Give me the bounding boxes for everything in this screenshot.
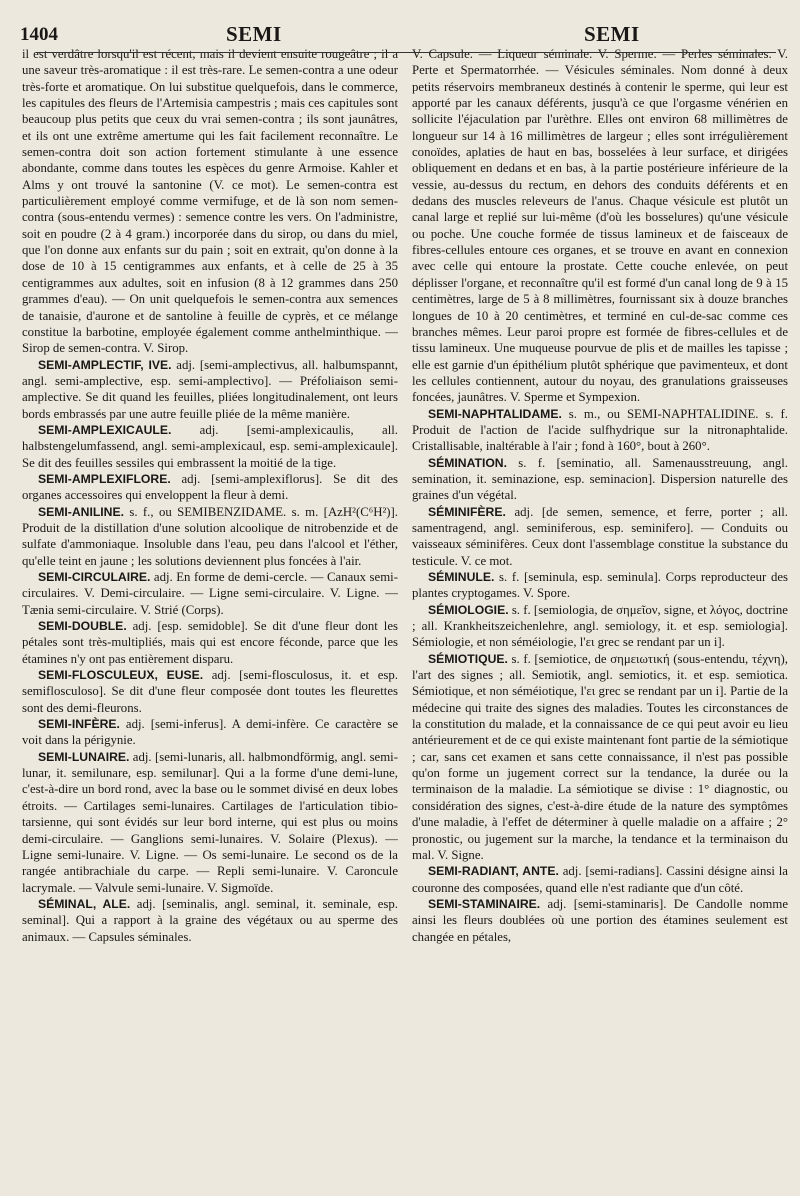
entry-headword: SEMI-DOUBLE. xyxy=(38,619,127,634)
entry-body: s. f., ou SEMIBENZIDAME. s. m. [AzH²(C⁶H²)]. Produit de la distillation d'une solution alcoolique de nitrobenzide et de sulfate d'ammoniaque. Insoluble dans l'eau, peu dans l'alcool et l'éther, qu'elle teint en jaune ; les solutions deviennent plus foncées à l'air. xyxy=(22,504,398,568)
entry-body: adj. [seminalis, angl. seminal, it. seminale, esp. seminal]. Qui a rapport à la graine des végétaux ou au sperme des animaux. — Capsules séminales. xyxy=(22,896,398,944)
dictionary-entry xyxy=(412,406,788,455)
columns xyxy=(14,46,788,1196)
entry-body: adj. [semi-amplexiflorus]. Se dit des organes accessoires qui enveloppent la fleur à demi. xyxy=(22,471,398,503)
dictionary-entry xyxy=(412,863,788,896)
entry-body: adj. [semi-inferus]. A demi-infère. Ce caractère se voit dans la périgynie. xyxy=(22,717,398,748)
entry-body: adj. [de semen, semence, et ferre, porter ; all. samentragend, angl. seminiferous, esp. seminifero]. — Conduits ou vaisseaux séminifères. Ceux dont l'assemblage constitue la substance du testicule. V. ce mot. xyxy=(412,504,788,568)
entry-headword: SEMI-CIRCULAIRE. xyxy=(38,570,151,584)
left-column xyxy=(14,46,398,1196)
dictionary-entry xyxy=(412,896,788,945)
dictionary-entry xyxy=(22,618,398,667)
dictionary-entry xyxy=(412,569,788,602)
entry-headword: SEMI-ANILINE. xyxy=(38,504,124,519)
entry-body: adj. [semi-lunaris, all. halbmondförmig, angl. semi-lunar, it. semilunare, esp. semilunar]. Qui a la forme d'une demi-lune, c'est-à-dire un bord rond, avec la base ou le sommet divisé en deux lobes étroits. — Cartilages semi-lunaires. Cartilages de l'articulation tibio-tarsienne, qui sont évidés sur leur bord interne, qui est plus ou moins demi-circulaire. — Ganglions semi-lunaires. V. Solaire (Plexus). — Ligne semi-lunaire. V. Ligne. — Os semi-lunaire. Le second os de la rangée antibrachiale du carpe. — Repli semi-lunaire. V. Caroncule lacrymale. — Valvule semi-lunaire. V. Sigmoïde. xyxy=(22,749,398,895)
entry-headword: SÉMINAL, ALE. xyxy=(38,896,131,911)
dictionary-entry xyxy=(22,667,398,716)
entry-body: adj. [semi-amplectivus, all. halbumspannt, angl. semi-amplective, esp. semi-amplectivo]. — Préfoliaison semi-amplective. Se dit quand les feuilles, pliées longitudinalement, ont leurs bords embrassés par une autre feuille pliée de la même manière. xyxy=(22,357,398,421)
dictionary-entry xyxy=(412,504,788,569)
entry-headword: SEMI-LUNAIRE. xyxy=(38,749,130,764)
entry-headword: SEMI-AMPLEXICAULE. xyxy=(38,422,172,437)
dictionary-entry xyxy=(22,504,398,569)
entry-headword: SEMI-AMPLEXIFLORE. xyxy=(38,471,171,486)
header-rule xyxy=(36,52,776,53)
entry-body: s. f. [seminatio, all. Samenausstreuung, angl. semination, it. seminazione, esp. seminacion]. Dispersion naturelle des graines d'un végétal. xyxy=(412,455,788,503)
entry-headword: SEMI-STAMINAIRE. xyxy=(428,896,541,911)
entry-body: adj. [semi-amplexicaulis, all. halbstengelumfassend, angl. semi-amplexicaul, esp. semi-amplexicaule]. Se dit des feuilles sessiles qui embrassent la moitié de la tige. xyxy=(22,422,398,470)
entry-body: adj. [semi-staminaris]. De Candolle nomme ainsi les fleurs doublées où une portion des étamines seulement est changée en pétales, xyxy=(412,896,788,944)
entry-headword: SÉMINATION. xyxy=(428,455,507,470)
entry-body: s. f. [semiotice, de σημειωτική (sous-entendu, τέχνη), l'art des signes ; all. Semiotik, angl. semiotics, it. et esp. semiotica. Sémiotique, et non séméiotique, l'ει grec se rendant par un i]. Partie de la médecine qui traite des signes des maladies. Toutes les circonstances de la constitution du malade, et la connaissance de ce qui peut avoir eu lieu antérieurement et de ce qui existe maintenant font partie de la sémiotique ; car, sans cet examen et sans cette connaissance, il n'est pas possible qu'on forme un jugement correct sur la tendance, la durée ou la terminaison de la maladie. La sémiotique se divise : 1° diagnostic, ou considération des signes, c'est-à-dire étude de la nature des symptômes d'une maladie, à l'effet de déterminer à quelle maladie on a affaire ; 2° pronostic, ou jugement sur la marche, la tendance et la terminaison du mal. V. Signe. xyxy=(412,651,788,862)
dictionary-entry xyxy=(22,471,398,504)
entry-headword: SEMI-NAPHTALIDAME. xyxy=(428,406,562,421)
dictionary-entry xyxy=(22,422,398,471)
dictionary-entry xyxy=(412,602,788,651)
entry-headword: SÉMINIFÈRE. xyxy=(428,504,506,519)
dictionary-entry xyxy=(412,651,788,863)
right-column xyxy=(412,46,788,1196)
dictionary-entry xyxy=(22,357,398,422)
dictionary-entry xyxy=(22,716,398,749)
entry-headword: SÉMIOTIQUE. xyxy=(428,651,508,666)
entry-body: adj. En forme de demi-cercle. — Canaux semi-circulaires. V. Demi-circulaire. — Ligne semi-circulaire. V. Ligne. — Tænia semi-circulaire. V. Strié (Corps). xyxy=(22,570,398,617)
entry-headword: SEMI-AMPLECTIF, IVE. xyxy=(38,357,172,372)
entry-headword: SÉMINULE. xyxy=(428,570,495,584)
entry-headword: SEMI-RADIANT, ANTE. xyxy=(428,864,559,879)
entry-body: s. m., ou SEMI-NAPHTALIDINE. s. f. Produit de l'action de l'acide sulfhydrique sur la nitronaphtalide. Cristallisable, inaltérable à l'air ; fond à 160°, bout à 260°. xyxy=(412,406,788,454)
entry-body: adj. [semi-radians]. Cassini désigne ainsi la couronne des composées, quand elle n'est radiante que d'un côté. xyxy=(412,864,788,895)
dictionary-entry xyxy=(22,896,398,945)
entry-body: s. f. [semiologia, de σημεῖον, signe, et λόγος, doctrine ; all. Krankheitszeichenlehre, angl. semiology, it. et esp. semiologia]. Sémiologie, et non séméiologie, l'ει grec se rendant par un i]. xyxy=(412,602,788,650)
entry-headword: SEMI-INFÈRE. xyxy=(38,717,120,732)
dictionary-entry xyxy=(22,749,398,896)
running-head-right: SEMI xyxy=(584,22,640,46)
entry-continuation: V. Capsule. — Liqueur séminale. V. Sperme. — Perles séminales. V. Perte et Spermatorrhée. — Vésicules séminales. Nom donné à deux petits réservoirs membraneux destinés à contenir le sperme, qui leur est apporté par les canaux déférents, jusqu'à ce que l'orgasme vénérien en sollicite l'éjaculation par l'urèthre. Elles ont environ 68 millimètres de longueur sur 14 à 16 millimètres de largeur ; elles sont irrégulièrement conoïdes, aplaties de haut en bas, bosselées à leur surface, et dirigées obliquement en dedans et en bas, à la partie postérieure inférieure de la vessie, au-dessus du rectum, en dehors des conduits déférents et en dedans des muscles releveurs de l'anus. Chaque vésicule est plutôt un canal large et replié sur lui-même (d'où les bosselures) qu'une vésicule ou poche. Une couche formée de tissus lamineux et de faisceaux de fibres-cellules entoure ces organes, et se trouve en avant en connexion avec celle qui entoure la prostate. Cette couche enlevée, on peut déplisser l'organe, et reconnaître qu'il est formé d'un canal long de 9 à 15 centimètres, large de 5 à 8 millimètres, fournissant six à douze branches longues de 10 à 20 centimètres, et terminé en cul-de-sac comme ces branches mêmes. Leur paroi propre est formée de fibres-cellules et de tissu lamineux. Une muqueuse pourvue de plis et de mailles les tapisse ; elle est garnie d'un épithélium plutôt sphérique que pavimenteux, et dont les cellules contiennent, autour du noyau, des granulations graisseuses foncées, jaunâtres. V. Sperme et Sympexion. xyxy=(412,47,788,405)
running-head-left: SEMI xyxy=(226,22,282,46)
entry-body: s. f. [seminula, esp. seminula]. Corps reproducteur des plantes cryptogames. V. Spore. xyxy=(412,570,788,601)
page-number: 1404 xyxy=(20,24,58,45)
entry-body: adj. [semi-flosculosus, it. et esp. semiflosculoso]. Se dit d'une fleur composée dont toutes les fleurettes sont des demi-fleurons. xyxy=(22,668,398,715)
dictionary-entry xyxy=(22,569,398,618)
dictionary-entry xyxy=(412,455,788,504)
entry-headword: SÉMIOLOGIE. xyxy=(428,602,509,617)
entry-continuation: il est verdâtre lorsqu'il est récent, mais il devient ensuite rougeâtre ; il a une saveur très-aromatique : il est très-rare. Le semen-contra a une odeur très-forte et aromatique. On lui substitue quelquefois, dans le commerce, les capitules des fleurs de l'Artemisia campestris ; mais ces capitules sont beaucoup plus petits que ceux du vrai semen-contra ; ils sont jaunâtres, et ils ont une extrême amertume qui les fait facilement reconnaître. Le semen-contra doit son action fortement stimulante à une essence abondante, comme dans toutes les espèces du genre Armoise. Kahler et Alms y ont trouvé la santonine (V. ce mot). Le semen-contra est particulièrement employé comme vermifuge, et de là son nom semen-contra (sous-entendu vermes) : semence contre les vers. On l'administre, soit en poudre (2 à 4 gram.) incorporée dans du sirop, ou dans du miel, que l'on donne aux enfants sur du pain ; soit en extrait, qu'on donne à la dose de 10 à 15 centigrammes aux enfants, et à celle de 25 à 35 centigrammes aux adultes, soit en infusion (8 à 12 grammes dans 250 grammes d'eau). — On unit quelquefois le semen-contra aux semences de tanaisie, d'aurone et de santoline à feuille de cyprès, et ce mélange constitue la barbotine, employée également comme anthelminthique. — Sirop de semen-contra. V. Sirop. xyxy=(22,47,398,356)
entry-headword: SEMI-FLOSCULEUX, EUSE. xyxy=(38,668,204,683)
entry-body: adj. [esp. semidoble]. Se dit d'une fleur dont les pétales sont très-multipliés, mais qui est encore féconde, parce que les étamines n'y ont pas entièrement disparu. xyxy=(22,619,398,666)
page-header xyxy=(14,14,788,46)
